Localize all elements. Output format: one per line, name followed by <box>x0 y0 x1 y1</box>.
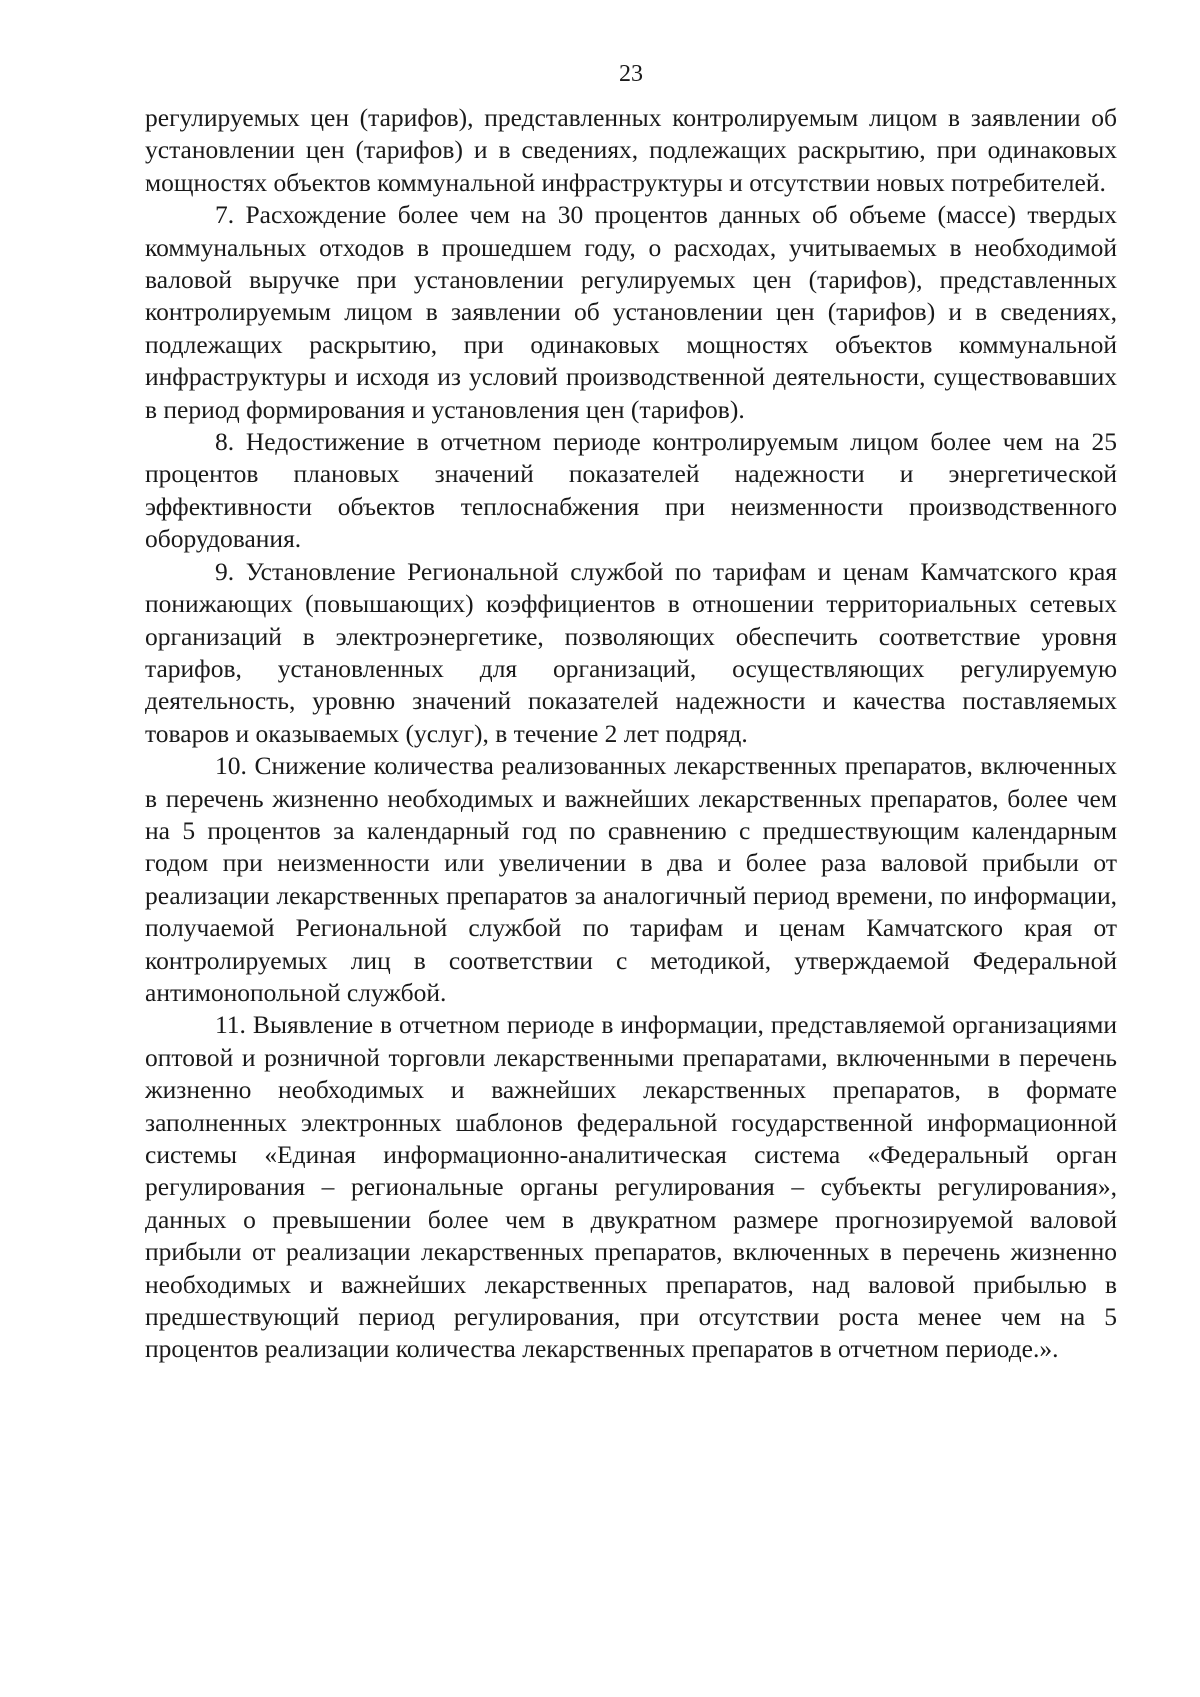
paragraph-item-7: 7. Расхождение более чем на 30 процентов данных об объеме (массе) твердых коммунальных отходов в прошедшем году, о расходах, учитываемых в необходимой валовой выручке при установлении регулируемых цен (тарифов), представленных контролируемым лицом в заявлении об установлении цен (тарифов) и в сведениях, подлежащих раскрытию, при одинаковых мощностях объектов коммунальной инфраструктуры и исходя из условий производственной деятельности, существовавших в период формирования и установления цен (тарифов). <box>145 200 1117 424</box>
paragraph-item-9: 9. Установление Региональной службой по тарифам и ценам Камчатского края понижающих (повышающих) коэффициентов в отношении территориальных сетевых организаций в электроэнергетике, позволяющих обеспечить соответствие уровня тарифов, установленных для организаций, осуществляющих регулируемую деятельность, уровню значений показателей надежности и качества поставляемых товаров и оказываемых (услуг), в течение 2 лет подряд. <box>145 556 1117 748</box>
paragraph-item-11: 11. Выявление в отчетном периоде в информации, представляемой организациями оптовой и розничной торговли лекарственными препаратами, включенными в перечень жизненно необходимых и важнейших лекарственных препаратов, в формате заполненных электронных шаблонов федеральной государственной информационной системы «Единая информационно-аналитическая система «Федеральный орган регулирования – региональные органы регулирования – субъекты регулирования», данных о превышении более чем в двукратном размере прогнозируемой валовой прибыли от реализации лекарственных препаратов, включенных в перечень жизненно необходимых и важнейших лекарственных препаратов, над валовой прибылью в предшествующий период регулирования, при отсутствии роста менее чем на 5 процентов реализации количества лекарственных препаратов в отчетном периоде.». <box>145 1010 1117 1364</box>
paragraph-continuation: регулируемых цен (тарифов), представленных контролируемым лицом в заявлении об установлении цен (тарифов) и в сведениях, подлежащих раскрытию, при одинаковых мощностях объектов коммунальной инфраструктуры и отсутствии новых потребителей. <box>145 103 1117 197</box>
page-number: 23 <box>619 61 643 87</box>
paragraph-item-10: 10. Снижение количества реализованных лекарственных препаратов, включенных в перечень жизненно необходимых и важнейших лекарственных препаратов, более чем на 5 процентов за календарный год по сравнению с предшествующим календарным годом при неизменности или увеличении в два и более раза валовой прибыли от реализации лекарственных препаратов за аналогичный период времени, по информации, получаемой Региональной службой по тарифам и ценам Камчатского края от контролируемых лиц в соответствии с методикой, утверждаемой Федеральной антимонопольной службой. <box>145 751 1117 1007</box>
paragraph-item-8: 8. Недостижение в отчетном периоде контролируемым лицом более чем на 25 процентов плановых значений показателей надежности и энергетической эффективности объектов теплоснабжения при неизменности производственного оборудования. <box>145 427 1117 554</box>
